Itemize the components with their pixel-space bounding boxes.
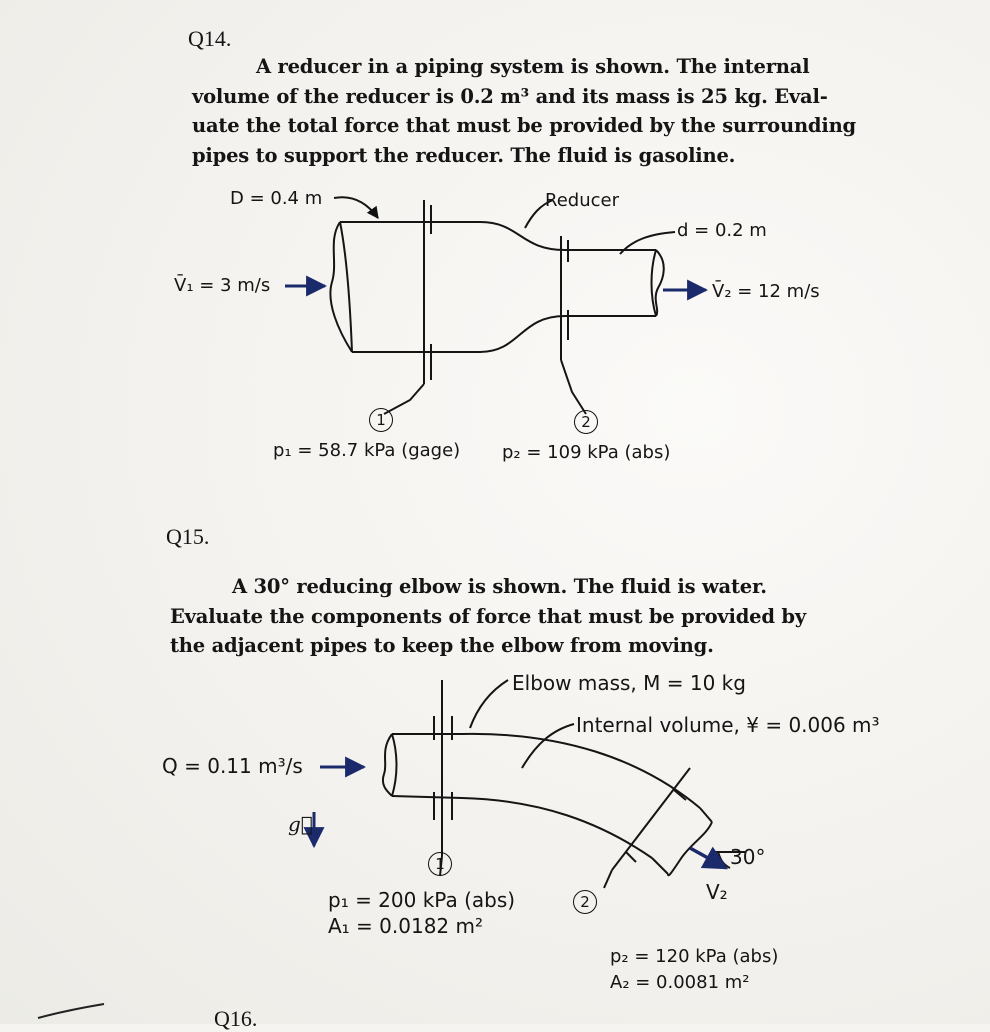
q15-inlet-pressure-label: p₁ = 200 kPa (abs) <box>328 888 516 912</box>
q14-outlet-velocity-label: V̄₂ = 12 m/s <box>712 281 820 302</box>
q15-station-1-marker: 1 <box>428 852 452 876</box>
q14-outlet-pressure-label: p₂ = 109 kPa (abs) <box>502 442 671 463</box>
q14-text-line: uate the total force that must be provided by the surrounding <box>192 114 856 137</box>
q15-elbow-mass-label: Elbow mass, M = 10 kg <box>512 671 746 695</box>
q15-angle-label: 30° <box>730 845 766 869</box>
q15-station-2-marker: 2 <box>573 890 597 914</box>
q15-text-line: the adjacent pipes to keep the elbow from moving. <box>170 634 714 657</box>
q14-station-1-marker: 1 <box>369 408 393 432</box>
q14-text-line: pipes to support the reducer. The fluid is gasoline. <box>192 143 736 167</box>
q14-text-line: volume of the reducer is 0.2 m³ and its mass is 25 kg. Eval- <box>192 84 828 108</box>
q15-internal-volume-label: Internal volume, ¥ = 0.006 m³ <box>576 713 880 737</box>
q15-label: Q15. <box>166 524 210 549</box>
q16-label: Q16. <box>214 1006 258 1031</box>
q15-outlet-pressure-label: p₂ = 120 kPa (abs) <box>610 946 779 967</box>
q15-outlet-area-label: A₂ = 0.0081 m² <box>610 972 750 993</box>
q15-text-line: A 30° reducing elbow is shown. The fluid is water. <box>232 575 767 598</box>
q14-small-diameter-label: d = 0.2 m <box>677 220 767 241</box>
q14-large-diameter-label: D = 0.4 m <box>230 188 323 209</box>
q15-flow-rate-label: Q = 0.11 m³/s <box>162 754 303 778</box>
q15-inlet-area-label: A₁ = 0.0182 m² <box>328 914 484 938</box>
q14-label: Q14. <box>188 26 232 51</box>
q14-station-2-marker: 2 <box>574 410 598 434</box>
q14-inlet-pressure-label: p₁ = 58.7 kPa (gage) <box>273 440 461 461</box>
q15-outlet-velocity-label: V₂ <box>706 880 728 904</box>
q15-text-line: Evaluate the components of force that must be provided by <box>170 604 806 628</box>
q14-inlet-velocity-label: V̄₁ = 3 m/s <box>174 275 271 296</box>
q14-text-line: A reducer in a piping system is shown. The internal <box>256 55 810 78</box>
q14-reducer-label: Reducer <box>545 190 619 211</box>
q15-gravity-label: g⃗ <box>288 812 313 836</box>
